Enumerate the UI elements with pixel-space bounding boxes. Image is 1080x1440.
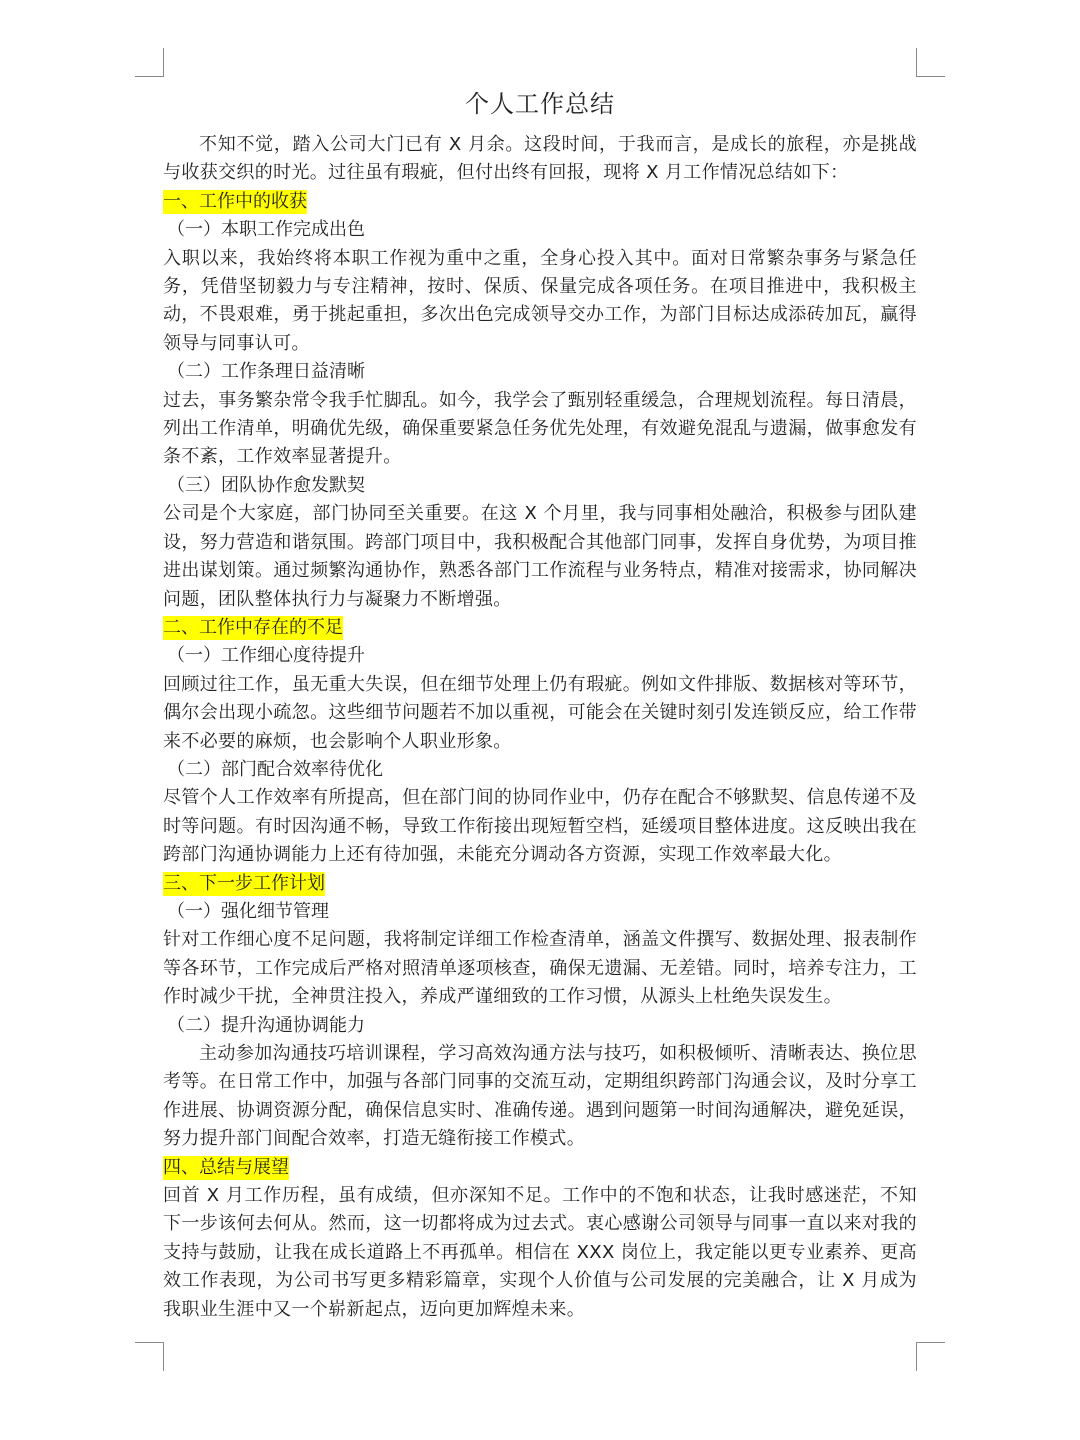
section-heading-2-text: 二、工作中存在的不足 — [163, 616, 343, 638]
subsection-body-1-3: 公司是个大家庭，部门协同至关重要。在这 X 个月里，我与同事相处融洽，积极参与团队建设，努力营造和谐氛围。跨部门项目中，我积极配合其他部门同事，发挥自身优势，为项目推进出谋划策。通过频繁沟通协作，熟悉各部门工作流程与业务特点，精准对接需求，协同解决问题，团队整体执行力与凝聚力不断增强。 — [163, 503, 917, 610]
subsection-body-2-2: 尽管个人工作效率有所提高，但在部门间的协同作业中，仍存在配合不够默契、信息传递不及时等问题。有时因沟通不畅，导致工作衔接出现短暂空档，延缓项目整体进度。这反映出我在跨部门沟通协调能力上还有待加强，未能充分调动各方资源，实现工作效率最大化。 — [163, 787, 917, 866]
section-heading-3-text: 三、下一步工作计划 — [163, 872, 325, 894]
crop-mark-bottom-left — [135, 1342, 164, 1371]
crop-mark-top-right — [916, 48, 945, 77]
section-heading-4 — [163, 1154, 917, 1182]
crop-mark-bottom-right — [916, 1342, 945, 1371]
subsection-body-3-2: 主动参加沟通技巧培训课程，学习高效沟通方法与技巧，如积极倾听、清晰表达、换位思考等。在日常工作中，加强与各部门同事的交流互动，定期组织跨部门沟通会议，及时分享工作进展、协调资源分配，确保信息实时、准确传递。遇到问题第一时间沟通解决，避免延误，努力提升部门间配合效率，打造无缝衔接工作模式。 — [163, 1043, 917, 1150]
subsection-body-1-1: 入职以来，我始终将本职工作视为重中之重，全身心投入其中。面对日常繁杂事务与紧急任务，凭借坚韧毅力与专注精神，按时、保质、保量完成各项任务。在项目推进中，我积极主动，不畏艰难，勇于挑起重担，多次出色完成领导交办工作，为部门目标达成添砖加瓦，赢得领导与同事认可。 — [163, 247, 917, 354]
subsection-heading-2-1: （一）工作细心度待提升 — [167, 645, 365, 667]
subsection-heading-2-2: （二）部门配合效率待优化 — [167, 758, 383, 780]
subsection-heading-3-1: （一）强化细节管理 — [167, 900, 329, 922]
crop-mark-top-left — [135, 48, 164, 77]
section-heading-1 — [163, 188, 917, 216]
document-title: 个人工作总结 — [465, 90, 615, 118]
subsection-heading-3-2: （二）提升沟通协调能力 — [167, 1014, 365, 1036]
subsection-heading-1-3: （三）团队协作愈发默契 — [167, 474, 365, 496]
section-heading-3 — [163, 870, 917, 898]
intro-paragraph: 不知不觉，踏入公司大门已有 X 月余。这段时间，于我而言，是成长的旅程，亦是挑战与收获交织的时光。过往虽有瑕疵，但付出终有回报，现将 X 月工作情况总结如下： — [163, 134, 917, 184]
subsection-body-2-1: 回顾过往工作，虽无重大失误，但在细节处理上仍有瑕疵。例如文件排版、数据核对等环节，偶尔会出现小疏忽。这些细节问题若不加以重视，可能会在关键时刻引发连锁反应，给工作带来不必要的麻烦，也会影响个人职业形象。 — [163, 673, 917, 752]
section-heading-4-text: 四、总结与展望 — [163, 1156, 289, 1178]
section-heading-1-text: 一、工作中的收获 — [163, 190, 307, 212]
subsection-body-1-2: 过去，事务繁杂常令我手忙脚乱。如今，我学会了甄别轻重缓急，合理规划流程。每日清晨，列出工作清单，明确优先级，确保重要紧急任务优先处理，有效避免混乱与遗漏，做事愈发有条不紊，工作效率显著提升。 — [163, 389, 917, 468]
section-heading-2 — [163, 614, 917, 642]
subsection-heading-1-1: （一）本职工作完成出色 — [167, 219, 365, 241]
subsection-heading-1-2: （二）工作条理日益清晰 — [167, 361, 365, 383]
document-page — [163, 86, 917, 1324]
subsection-body-3-1: 针对工作细心度不足问题，我将制定详细工作检查清单，涵盖文件撰写、数据处理、报表制作等各环节，工作完成后严格对照清单逐项核查，确保无遗漏、无差错。同时，培养专注力，工作时减少干扰，全神贯注投入，养成严谨细致的工作习惯，从源头上杜绝失误发生。 — [163, 929, 917, 1008]
section-body-4: 回首 X 月工作历程，虽有成绩，但亦深知不足。工作中的不饱和状态，让我时感迷茫，不知下一步该何去何从。然而，这一切都将成为过去式。衷心感谢公司领导与同事一直以来对我的支持与鼓励，让我在成长道路上不再孤单。相信在 XXX 岗位上，我定能以更专业素养、更高效工作表现，为公司书写更多精彩篇章，实现个人价值与公司发展的完美融合，让 X 月成为我职业生涯中又一个崭新起点，迈向更加辉煌未来。 — [163, 1185, 917, 1320]
